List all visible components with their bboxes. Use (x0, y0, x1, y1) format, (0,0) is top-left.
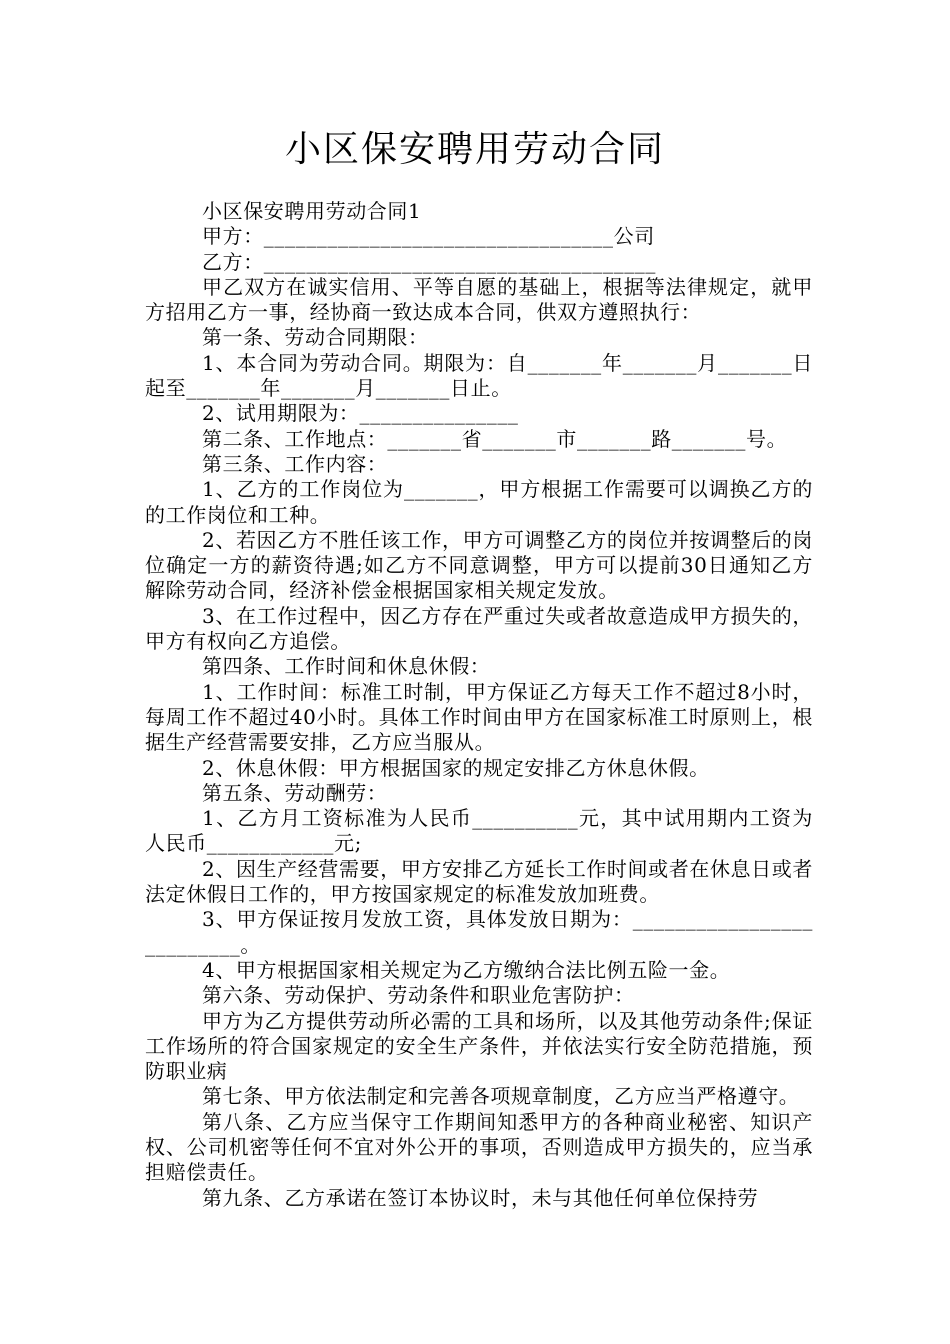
paragraph: 第一条、劳动合同期限： (202, 325, 429, 350)
paragraph: 甲方为乙方提供劳动所必需的工具和场所，以及其他劳动条件;保证工作场所的符合国家规定的安全生产条件，并依法实行安全防范措施，预防职业病 (145, 1008, 813, 1084)
paragraph: 1、工作时间：标准工时制，甲方保证乙方每天工作不超过8小时，每周工作不超过40小时。具体工作时间由甲方在国家标准工时原则上，根据生产经营需要安排，乙方应当服从。 (145, 679, 813, 755)
document-title: 小区保安聘用劳动合同 (284, 129, 665, 170)
paragraph: 3、甲方保证按月发放工资，具体发放日期为：__________________________。 (145, 907, 813, 957)
paragraph: 2、因生产经营需要，甲方安排乙方延长工作时间或者在休息日或者法定休假日工作的，甲方按国家规定的标准发放加班费。 (145, 856, 813, 907)
paragraph: 4、甲方根据国家相关规定为乙方缴纳合法比例五险一金。 (202, 957, 731, 982)
paragraph: 3、在工作过程中，因乙方存在严重过失或者故意造成甲方损失的，甲方有权向乙方追偿。 (145, 603, 813, 654)
paragraph: 第三条、工作内容： (202, 451, 388, 476)
paragraph: 第九条、乙方承诺在签订本协议时，未与其他任何单位保持劳 (202, 1185, 759, 1210)
document-body (145, 199, 813, 1211)
paragraph: 甲方：_________________________________公司 (202, 224, 655, 249)
paragraph: 第五条、劳动酬劳： (202, 780, 388, 805)
paragraph: 1、乙方的工作岗位为_______，甲方根据工作需要可以调换乙方的的工作岗位和工种。 (145, 477, 813, 527)
paragraph: 第七条、甲方依法制定和完善各项规章制度，乙方应当严格遵守。 (202, 1084, 800, 1109)
paragraph: 2、试用期限为：_______________ (202, 401, 519, 426)
paragraph: 2、休息休假：甲方根据国家的规定安排乙方休息休假。 (202, 755, 710, 780)
paragraph: 1、本合同为劳动合同。期限为：自_______年_______月_______日起至_______年_______月_______日止。 (145, 350, 813, 401)
paragraph: 第二条、工作地点：_______省_______市_______路_______号。 (202, 426, 788, 451)
paragraph: 1、乙方月工资标准为人民币__________元，其中试用期内工资为人民币____________元; (145, 806, 813, 856)
paragraph: 第四条、工作时间和休息休假： (202, 654, 491, 679)
paragraph: 甲乙双方在诚实信用、平等自愿的基础上，根据等法律规定，就甲方招用乙方一事，经协商一致达成本合同，供双方遵照执行： (145, 274, 813, 325)
paragraph: 第六条、劳动保护、劳动条件和职业危害防护： (202, 983, 635, 1008)
paragraph: 乙方：_____________________________________ (202, 249, 656, 274)
paragraph: 第八条、乙方应当保守工作期间知悉甲方的各种商业秘密、知识产权、公司机密等任何不宜对外公开的事项，否则造成甲方损失的，应当承担赔偿责任。 (145, 1109, 813, 1185)
paragraph: 小区保安聘用劳动合同1 (202, 199, 422, 223)
paragraph: 2、若因乙方不胜任该工作，甲方可调整乙方的岗位并按调整后的岗位确定一方的薪资待遇;如乙方不同意调整，甲方可以提前30日通知乙方解除劳动合同，经济补偿金根据国家相关规定发放。 (145, 527, 813, 603)
